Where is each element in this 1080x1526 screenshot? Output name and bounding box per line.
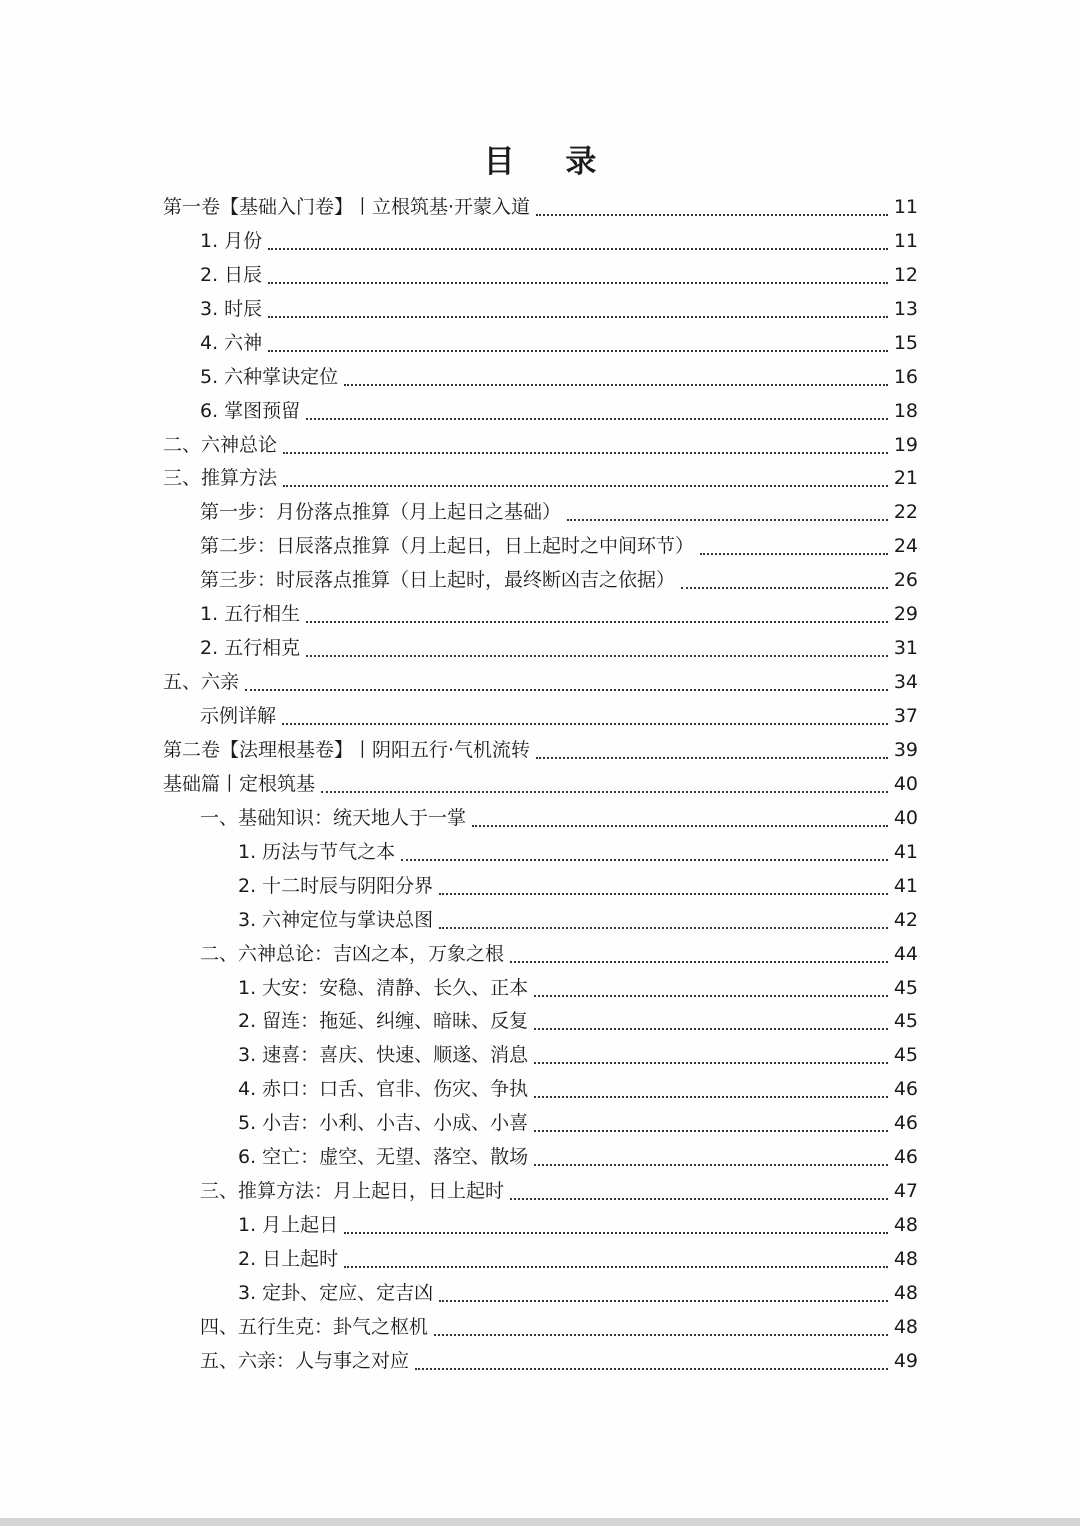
toc-entry[interactable] bbox=[163, 361, 918, 395]
toc-dot-leader bbox=[434, 1334, 888, 1336]
toc-dot-leader bbox=[283, 485, 888, 487]
toc-entry-title: 1. 五行相生 bbox=[200, 603, 301, 626]
toc-entry-title: 一、基础知识：统天地人于一掌 bbox=[200, 806, 467, 829]
toc-page-number: 34 bbox=[893, 671, 918, 694]
toc-page-number: 45 bbox=[893, 1010, 918, 1033]
toc-entry-title: 三、推算方法：月上起日，日上起时 bbox=[200, 1180, 505, 1203]
toc-page-number: 31 bbox=[893, 637, 918, 660]
toc-dot-leader bbox=[321, 791, 888, 793]
toc-entry[interactable] bbox=[163, 191, 918, 225]
toc-entry-title: 基础篇丨定根筑基 bbox=[163, 772, 316, 795]
toc-dot-leader bbox=[439, 927, 888, 929]
toc-dot-leader bbox=[534, 995, 888, 997]
toc-entry-title: 1. 月上起日 bbox=[238, 1214, 339, 1237]
toc-dot-leader bbox=[268, 350, 888, 352]
toc-entry-title: 2. 五行相克 bbox=[200, 637, 301, 660]
toc-page-number: 45 bbox=[893, 1044, 918, 1067]
toc-dot-leader bbox=[681, 587, 888, 589]
toc-entry-title: 2. 日辰 bbox=[200, 263, 263, 286]
toc-entry-title: 2. 十二时辰与阴阳分界 bbox=[238, 874, 434, 897]
toc-page-number: 48 bbox=[893, 1248, 918, 1271]
toc-entry-title: 2. 日上起时 bbox=[238, 1248, 339, 1271]
toc-entry-title: 3. 速喜：喜庆、快速、顺遂、消息 bbox=[238, 1044, 529, 1067]
toc-entry[interactable] bbox=[163, 1209, 918, 1243]
toc-dot-leader bbox=[439, 893, 888, 895]
toc-dot-leader bbox=[534, 1130, 888, 1132]
toc-entry[interactable] bbox=[163, 1039, 918, 1073]
toc-entry[interactable] bbox=[163, 395, 918, 429]
toc-dot-leader bbox=[536, 757, 888, 759]
toc-dot-leader bbox=[306, 655, 888, 657]
page-bottom-edge bbox=[0, 1518, 1080, 1526]
toc-page-number: 11 bbox=[893, 229, 918, 252]
toc-page-number: 49 bbox=[893, 1349, 918, 1372]
toc-entry[interactable] bbox=[163, 564, 918, 598]
toc-page-number: 15 bbox=[893, 331, 918, 354]
toc-page-number: 47 bbox=[893, 1180, 918, 1203]
toc-dot-leader bbox=[306, 621, 888, 623]
toc-page-number: 44 bbox=[893, 942, 918, 965]
toc-entry[interactable] bbox=[163, 836, 918, 870]
toc-dot-leader bbox=[567, 519, 888, 521]
toc-entry-title: 二、六神总论：吉凶之本，万象之根 bbox=[200, 942, 505, 965]
toc-dot-leader bbox=[268, 282, 888, 284]
toc-dot-leader bbox=[510, 1198, 888, 1200]
toc-dot-leader bbox=[245, 689, 888, 691]
toc-page-number: 24 bbox=[893, 535, 918, 558]
toc-entry-title: 二、六神总论 bbox=[163, 433, 278, 456]
toc-dot-leader bbox=[510, 961, 888, 963]
toc-dot-leader bbox=[534, 1164, 888, 1166]
toc-entry-title: 4. 赤口：口舌、官非、伤灾、争执 bbox=[238, 1078, 529, 1101]
toc-entry[interactable] bbox=[163, 1311, 918, 1345]
toc-entry[interactable] bbox=[163, 293, 918, 327]
toc-page-number: 46 bbox=[893, 1146, 918, 1169]
toc-entry[interactable] bbox=[163, 463, 918, 497]
toc-entry[interactable] bbox=[163, 666, 918, 700]
toc-page-number: 22 bbox=[893, 501, 918, 524]
toc-entry-title: 第二步：日辰落点推算（月上起日，日上起时之中间环节） bbox=[200, 535, 695, 558]
toc-dot-leader bbox=[536, 214, 888, 216]
toc-dot-leader bbox=[472, 825, 888, 827]
toc-entry[interactable] bbox=[163, 1243, 918, 1277]
toc-dot-leader bbox=[534, 1062, 888, 1064]
toc-dot-leader bbox=[344, 384, 888, 386]
toc-entry[interactable] bbox=[163, 734, 918, 768]
toc-entry-title: 3. 定卦、定应、定吉凶 bbox=[238, 1281, 434, 1304]
toc-entry[interactable] bbox=[163, 429, 918, 463]
toc-entry-title: 五、六亲：人与事之对应 bbox=[200, 1349, 410, 1372]
toc-dot-leader bbox=[700, 553, 888, 555]
toc-page-number: 26 bbox=[893, 569, 918, 592]
toc-entry[interactable] bbox=[163, 1277, 918, 1311]
toc-entry-title: 1. 历法与节气之本 bbox=[238, 840, 396, 863]
toc-entry[interactable] bbox=[163, 632, 918, 666]
toc-dot-leader bbox=[344, 1232, 888, 1234]
toc-page-number: 13 bbox=[893, 297, 918, 320]
toc-entry-title: 4. 六神 bbox=[200, 331, 263, 354]
toc-entry-title: 第三步：时辰落点推算（日上起时，最终断凶吉之依据） bbox=[200, 569, 676, 592]
toc-page-number: 11 bbox=[893, 195, 918, 218]
toc-page-number: 39 bbox=[893, 738, 918, 761]
toc-entry[interactable] bbox=[163, 1006, 918, 1040]
toc-entry[interactable] bbox=[163, 768, 918, 802]
toc-page-number: 46 bbox=[893, 1112, 918, 1135]
toc-entry[interactable] bbox=[163, 1073, 918, 1107]
toc-entry[interactable] bbox=[163, 1345, 918, 1379]
toc-page-number: 41 bbox=[893, 840, 918, 863]
toc-entry[interactable] bbox=[163, 972, 918, 1006]
toc-page-number: 45 bbox=[893, 976, 918, 999]
toc-entry[interactable] bbox=[163, 700, 918, 734]
toc-entry[interactable] bbox=[163, 904, 918, 938]
toc-entry-title: 1. 月份 bbox=[200, 229, 263, 252]
toc-dot-leader bbox=[268, 316, 888, 318]
toc-entry-title: 3. 六神定位与掌诀总图 bbox=[238, 908, 434, 931]
toc-entry-title: 三、推算方法 bbox=[163, 467, 278, 490]
toc-page-number: 48 bbox=[893, 1281, 918, 1304]
toc-dot-leader bbox=[415, 1368, 888, 1370]
toc-entry[interactable] bbox=[163, 1107, 918, 1141]
toc-page-number: 37 bbox=[893, 705, 918, 728]
toc-page-number: 29 bbox=[893, 603, 918, 626]
toc-page-number: 16 bbox=[893, 365, 918, 388]
toc-dot-leader bbox=[268, 248, 888, 250]
toc-entry[interactable] bbox=[163, 938, 918, 972]
toc-entry[interactable] bbox=[163, 1141, 918, 1175]
toc-entry[interactable] bbox=[163, 225, 918, 259]
toc-page-number: 40 bbox=[893, 772, 918, 795]
toc-entry[interactable] bbox=[163, 1175, 918, 1209]
toc-page-number: 42 bbox=[893, 908, 918, 931]
toc-dot-leader bbox=[439, 1300, 888, 1302]
toc-dot-leader bbox=[282, 723, 888, 725]
toc-entry-title: 示例详解 bbox=[200, 705, 277, 728]
toc-page-number: 19 bbox=[893, 433, 918, 456]
toc-entry-title: 四、五行生克：卦气之枢机 bbox=[200, 1315, 429, 1338]
toc-dot-leader bbox=[401, 859, 888, 861]
toc-entry[interactable] bbox=[163, 496, 918, 530]
toc-entry[interactable] bbox=[163, 259, 918, 293]
toc-entry[interactable] bbox=[163, 802, 918, 836]
toc-dot-leader bbox=[306, 418, 888, 420]
toc-page-number: 48 bbox=[893, 1315, 918, 1338]
toc-dot-leader bbox=[534, 1096, 888, 1098]
toc-list bbox=[163, 191, 918, 1379]
toc-page-number: 46 bbox=[893, 1078, 918, 1101]
toc-entry-title: 3. 时辰 bbox=[200, 297, 263, 320]
toc-entry-title: 第一步：月份落点推算（月上起日之基础） bbox=[200, 501, 562, 524]
toc-entry-title: 5. 六种掌诀定位 bbox=[200, 365, 339, 388]
toc-dot-leader bbox=[534, 1028, 888, 1030]
toc-entry-title: 第二卷【法理根基卷】丨阴阳五行·气机流转 bbox=[163, 738, 531, 761]
toc-entry-title: 6. 空亡：虚空、无望、落空、散场 bbox=[238, 1146, 529, 1169]
toc-page-number: 41 bbox=[893, 874, 918, 897]
toc-entry-title: 2. 留连：拖延、纠缠、暗昧、反复 bbox=[238, 1010, 529, 1033]
toc-entry[interactable] bbox=[163, 598, 918, 632]
toc-page-number: 21 bbox=[893, 467, 918, 490]
toc-page-number: 12 bbox=[893, 263, 918, 286]
toc-entry-title: 五、六亲 bbox=[163, 671, 240, 694]
toc-page-number: 48 bbox=[893, 1214, 918, 1237]
toc-page-number: 18 bbox=[893, 399, 918, 422]
toc-entry-title: 1. 大安：安稳、清静、长久、正本 bbox=[238, 976, 529, 999]
toc-dot-leader bbox=[344, 1266, 888, 1268]
toc-entry-title: 第一卷【基础入门卷】丨立根筑基·开蒙入道 bbox=[163, 195, 531, 218]
toc-entry-title: 6. 掌图预留 bbox=[200, 399, 301, 422]
toc-entry[interactable] bbox=[163, 530, 918, 564]
toc-title: 目 录 bbox=[483, 144, 617, 180]
toc-entry[interactable] bbox=[163, 327, 918, 361]
toc-dot-leader bbox=[283, 452, 888, 454]
toc-entry-title: 5. 小吉：小利、小吉、小成、小喜 bbox=[238, 1112, 529, 1135]
toc-page-number: 40 bbox=[893, 806, 918, 829]
toc-entry[interactable] bbox=[163, 870, 918, 904]
